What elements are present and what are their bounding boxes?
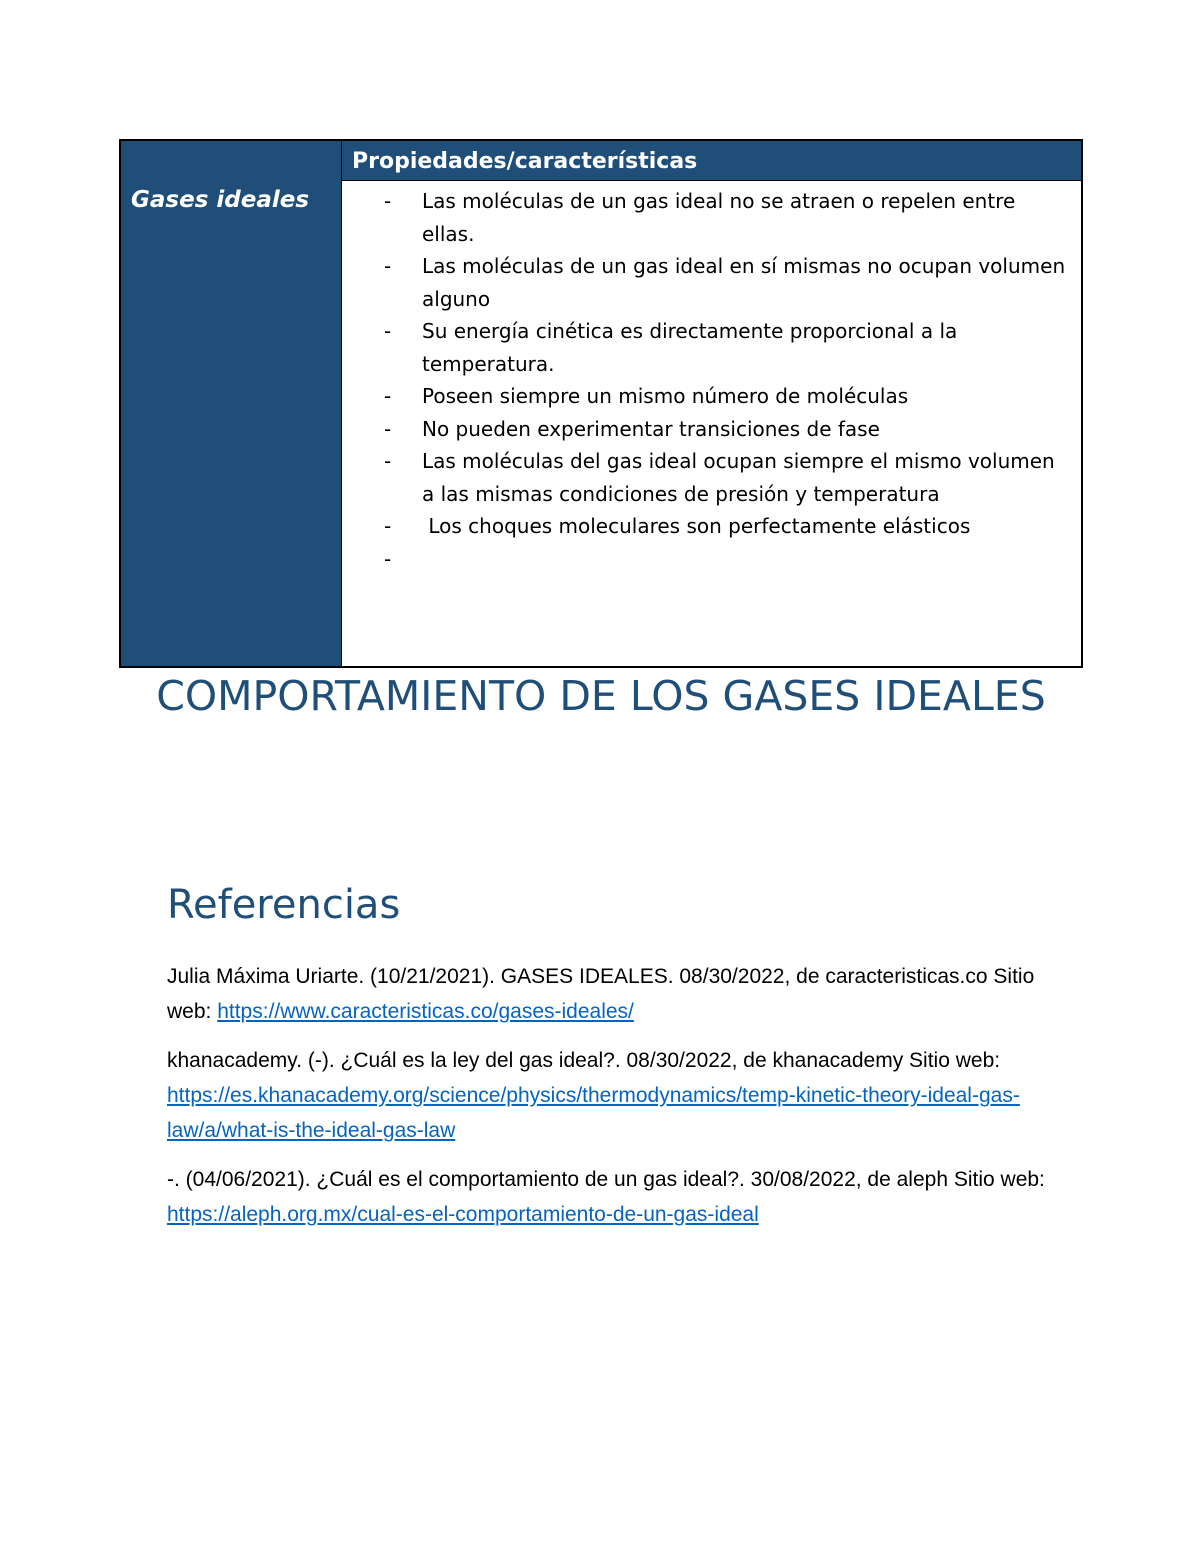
reference-link[interactable]: https://es.khanacademy.org/science/physics/thermodynamics/temp-kinetic-theory-ideal-gas-law/a/what-is-the-ideal-gas-law [167,1084,1020,1142]
references-section [167,873,1067,1246]
list-item: - Las moléculas del gas ideal ocupan siempre el mismo volumen a las mismas condiciones de presión y temperatura [384,445,1069,510]
table-header-label: Propiedades/características [352,149,698,174]
list-item: - Las moléculas de un gas ideal no se atraen o repelen entre ellas. [384,185,1069,250]
reference-text: Julia Máxima Uriarte. (10/21/2021). GASES IDEALES. 08/30/2022, de caracteristicas.co Sitio web: [167,965,1035,1023]
reference-item [167,959,1067,1029]
table-row-label: Gases ideales [131,187,310,213]
reference-item [167,1162,1067,1232]
list-item: - Los choques moleculares son perfectamente elásticos [384,510,1069,543]
table-properties-cell [342,181,1081,666]
table-header-cell [342,141,1081,181]
reference-text: khanacademy. (-). ¿Cuál es la ley del gas ideal?. 08/30/2022, de khanacademy Sitio web: [167,1049,1001,1072]
document-title: COMPORTAMIENTO DE LOS GASES IDEALES [156,672,1046,720]
list-item: - Poseen siempre un mismo número de moléculas [384,380,1069,413]
reference-text: -. (04/06/2021). ¿Cuál es el comportamiento de un gas ideal?. 30/08/2022, de aleph Sitio web: [167,1168,1045,1191]
table-corner-cell [121,141,342,181]
properties-list [384,185,1069,543]
list-item: - No pueden experimentar transiciones de fase [384,413,1069,446]
references-heading: Referencias [167,882,401,928]
reference-item [167,1043,1067,1148]
reference-link[interactable]: https://www.caracteristicas.co/gases-ideales/ [217,1000,634,1023]
reference-link[interactable]: https://aleph.org.mx/cual-es-el-comportamiento-de-un-gas-ideal [167,1203,759,1226]
list-item: - Su energía cinética es directamente proporcional a la temperatura. [384,315,1069,380]
list-item: - Las moléculas de un gas ideal en sí mismas no ocupan volumen alguno [384,250,1069,315]
properties-table [119,139,1083,668]
table-row-label-cell [121,181,342,666]
